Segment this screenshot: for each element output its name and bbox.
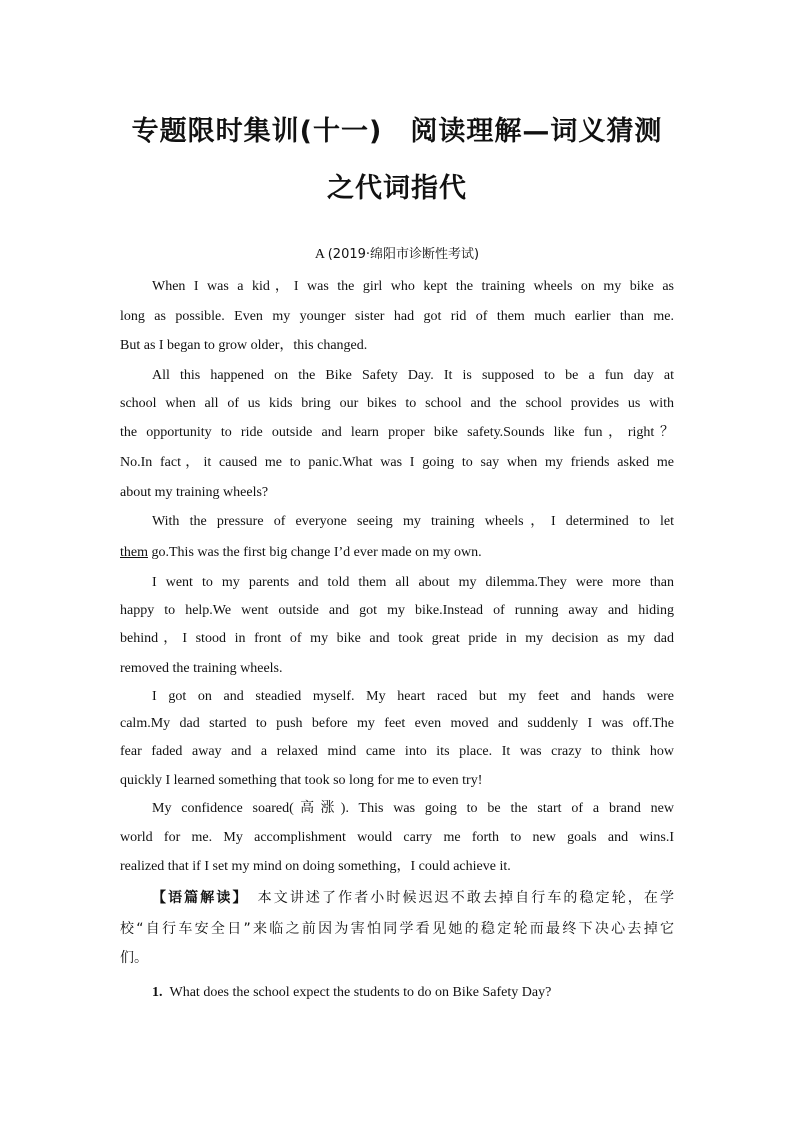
analysis-line: 们。 (120, 950, 148, 966)
section-heading (0, 246, 794, 264)
section-source: (2019·绵阳市诊断性考试) (327, 247, 480, 262)
passage-line: I went to my parents and told them all about my dilemma.They were more than (152, 575, 674, 590)
passage-line: long as possible. Even my younger sister had got rid of them much earlier than me. (120, 309, 674, 324)
analysis-line (152, 887, 674, 909)
passage-line (120, 543, 674, 563)
passage-line: about my training wheels? (120, 485, 269, 500)
question-number: 1. (152, 985, 163, 1000)
passage-line: fear faded away and a relaxed mind came into its place. It was crazy to think how (120, 744, 674, 759)
passage-text: go.This was the first big change I’d ever made on my own. (148, 545, 482, 560)
passage-line: school when all of us kids bring our bikes to school and the school provides us with (120, 396, 674, 411)
passage-line: I got on and steadied myself. My heart raced but my feet and hands were (152, 689, 674, 704)
passage-line: removed the training wheels. (120, 661, 283, 676)
page-title-line-2: 之代词指代 (327, 173, 467, 204)
passage-line: the opportunity to ride outside and learn proper bike safety.Sounds like fun，right？ (120, 425, 674, 440)
section-label: A (314, 247, 325, 262)
passage-line: calm.My dad started to push before my feet even moved and suddenly I was off.The (120, 716, 674, 731)
page-title-line-1: 专题限时集训(十一) 阅读理解—词义猜测 (131, 116, 663, 147)
passage-line: happy to help.We went outside and got my bike.Instead of running away and hiding (120, 603, 674, 618)
passage-line: world for me. My accomplishment would carry me forth to new goals and wins.I (120, 830, 674, 845)
passage-line: But as I began to grow older，this changed. (120, 338, 368, 353)
underlined-pronoun: them (120, 545, 148, 560)
passage-line: With the pressure of everyone seeing my training wheels，I determined to let (152, 514, 674, 529)
passage-line: quickly I learned something that took so long for me to even try! (120, 773, 483, 788)
question-1 (152, 983, 674, 1003)
analysis-tag: 【语篇解读】 (152, 890, 242, 906)
passage-line: When I was a kid，I was the girl who kept the training wheels on my bike as (152, 279, 674, 294)
passage-line: behind，I stood in front of my bike and took great pride in my decision as my dad (120, 631, 674, 646)
passage-line: All this happened on the Bike Safety Day. It is supposed to be a fun day at (152, 368, 674, 383)
passage-line: No.In fact，it caused me to panic.What was I going to say when my friends asked me (120, 455, 674, 470)
passage-line: realized that if I set my mind on doing something，I could achieve it. (120, 859, 511, 874)
analysis-text: 本文讲述了作者小时候迟迟不敢去掉自行车的稳定轮，在学 (257, 890, 674, 906)
question-text: What does the school expect the students to do on Bike Safety Day? (169, 985, 552, 1000)
passage-line: My confidence soared(高涨). This was going to be the start of a brand new (152, 801, 674, 816)
analysis-line: 校“自行车安全日”来临之前因为害怕同学看见她的稳定轮而最终下决心去掉它 (120, 921, 674, 937)
